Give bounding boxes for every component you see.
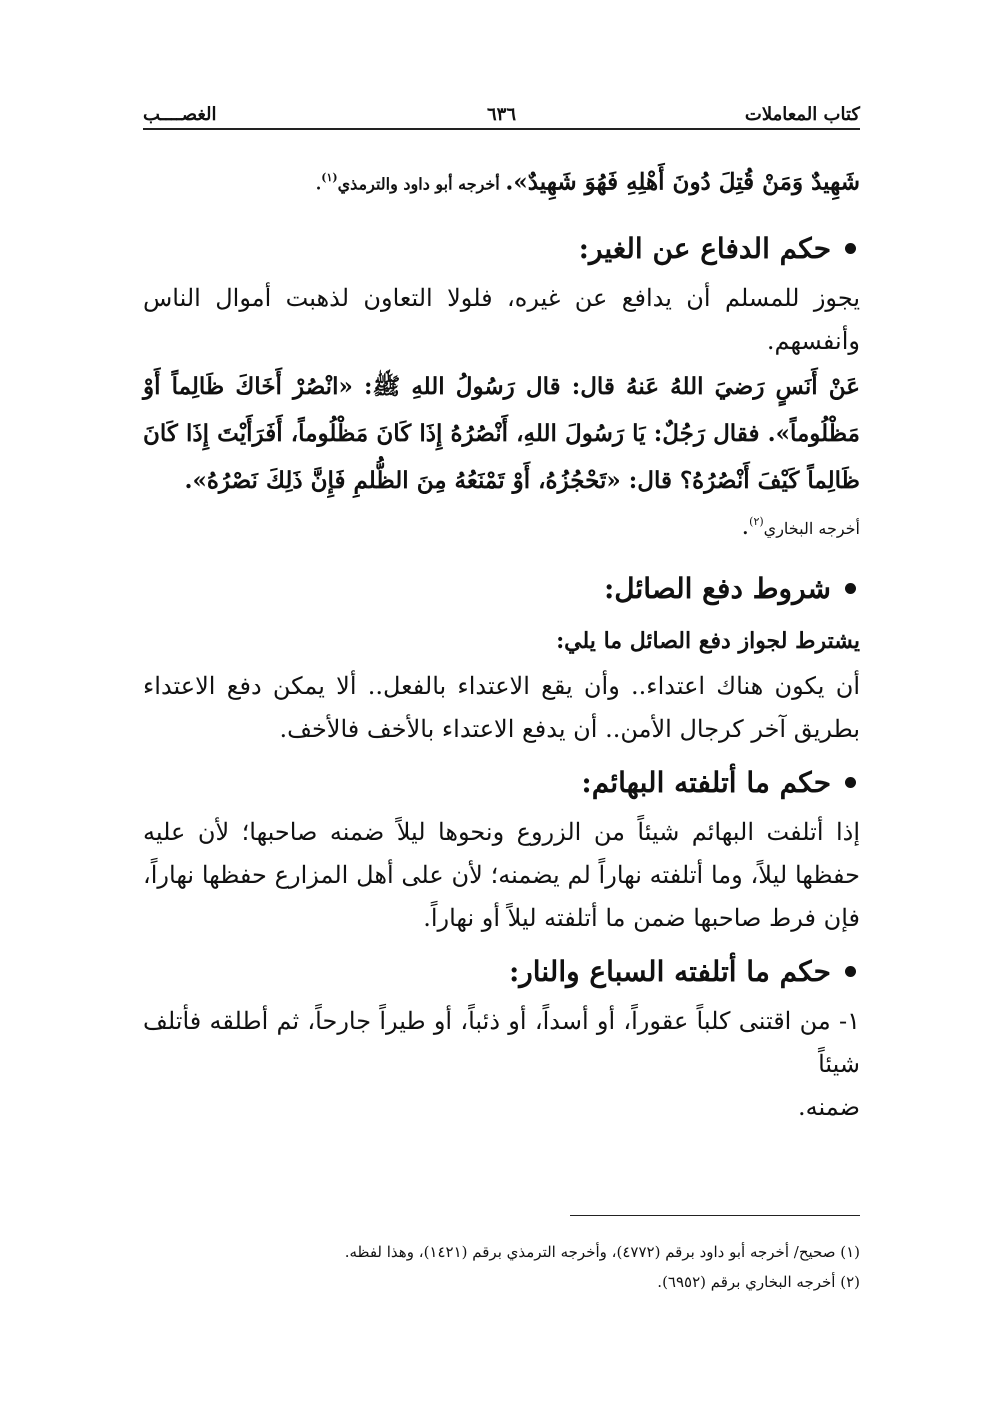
bullet-icon — [845, 966, 856, 977]
bullet-icon — [845, 583, 856, 594]
paragraph-line: وأنفسهم. — [766, 326, 860, 355]
paragraph-line: أن يكون هناك اعتداء.. وأن يقع الاعتداء بالفعل.. ألا يمكن دفع الاعتداء — [143, 671, 860, 700]
hadith-source-end: . — [741, 511, 750, 540]
paragraph-line: ١- من اقتنى كلباً عقوراً، أو أسداً، أو ذئباً، أو طيراً جارحاً، ثم أطلقه فأتلف شيئاً — [143, 1006, 861, 1078]
footnote-1: (١) صحيح/ أخرجه أبو داود برقم (٤٧٧٢)، وأخرجه الترمذي برقم (١٤٢١)، وهذا لفظه. — [344, 1243, 860, 1261]
section-heading-beasts-fire — [143, 944, 860, 1000]
paragraph-line: إذا أتلفت البهائم شيئاً من الزروع ونحوها ليلاً ضمنه صاحبها؛ لأن عليه — [143, 817, 860, 846]
footnotes — [143, 1237, 860, 1297]
paragraph-line: فإن فرط صاحبها ضمن ما أتلفته ليلاً أو نهاراً. — [423, 903, 860, 932]
paragraph-line: يجوز للمسلم أن يدافع عن غيره، فلولا التعاون لذهبت أموال الناس — [143, 283, 860, 312]
chapter-title: الغصــــب — [143, 104, 217, 125]
footnote-ref-1: (١) — [321, 171, 338, 184]
hadith-source-line — [143, 504, 860, 547]
hadith-line: مَظْلُوماً». فقال رَجُلٌ: يَا رَسُولَ اللهِ، أَنْصُرُهُ إِذَا كَانَ مَظْلُوماً، أَفَرَأَيْتَ إِذَا كَانَ — [143, 419, 860, 447]
book-title: كتاب المعاملات — [744, 104, 860, 125]
section-heading-text: حكم ما أتلفته السباع والنار: — [508, 954, 831, 988]
hadith-continuation — [143, 150, 860, 213]
hadith-source: أخرجه البخاري — [763, 518, 860, 538]
bullet-icon — [845, 243, 856, 254]
section-heading-animals — [143, 755, 860, 811]
header-divider — [143, 128, 860, 130]
footnote-divider — [570, 1215, 860, 1216]
section-heading-text: حكم ما أتلفته البهائم: — [581, 765, 831, 799]
subheading: يشترط لجواز دفع الصائل ما يلي: — [556, 627, 860, 654]
section-heading-text: شروط دفع الصائل: — [603, 571, 831, 605]
footnote-2: (٢) أخرجه البخاري برقم (٦٩٥٢). — [657, 1273, 860, 1291]
section-heading-conditions — [143, 561, 860, 617]
hadith-line: ظَالِماً كَيْفَ أَنْصُرُهُ؟ قال: «تَحْجُزُهُ، أَوْ تَمْنَعُهُ مِنَ الظُّلمِ فَإِنَّ ذَلِكَ نَصْرُهُ». — [184, 466, 860, 494]
hadith-text: شَهِيدٌ وَمَنْ قُتِلَ دُونَ أَهْلِهِ فَهُوَ شَهِيدٌ». — [505, 168, 860, 196]
bullet-icon — [845, 777, 856, 788]
section-heading-defense — [143, 221, 860, 277]
page-number: ٦٣٦ — [486, 104, 516, 125]
paragraph-line: بطريق آخر كرجال الأمن.. أن يدفع الاعتداء بالأخف فالأخف. — [279, 714, 860, 743]
hadith-source: أخرجه أبو داود والترمذي — [337, 174, 506, 194]
footnote-ref-2: (٢) — [749, 514, 764, 528]
paragraph-line: حفظها ليلاً، وما أتلفته نهاراً لم يضمنه؛ لأن على أهل المزارع حفظها نهاراً، — [143, 860, 860, 889]
paragraph-line: ضمنه. — [798, 1092, 860, 1121]
section-heading-text: حكم الدفاع عن الغير: — [578, 231, 831, 265]
hadith-source-end: . — [315, 174, 322, 194]
hadith-line: عَنْ أَنَسٍ رَضيَ اللهُ عَنهُ قال: قال رَسُولُ اللهِ ﷺ: «انْصُرْ أَخَاكَ ظَالِماً أَوْ — [143, 372, 860, 400]
page-content — [143, 150, 860, 1129]
